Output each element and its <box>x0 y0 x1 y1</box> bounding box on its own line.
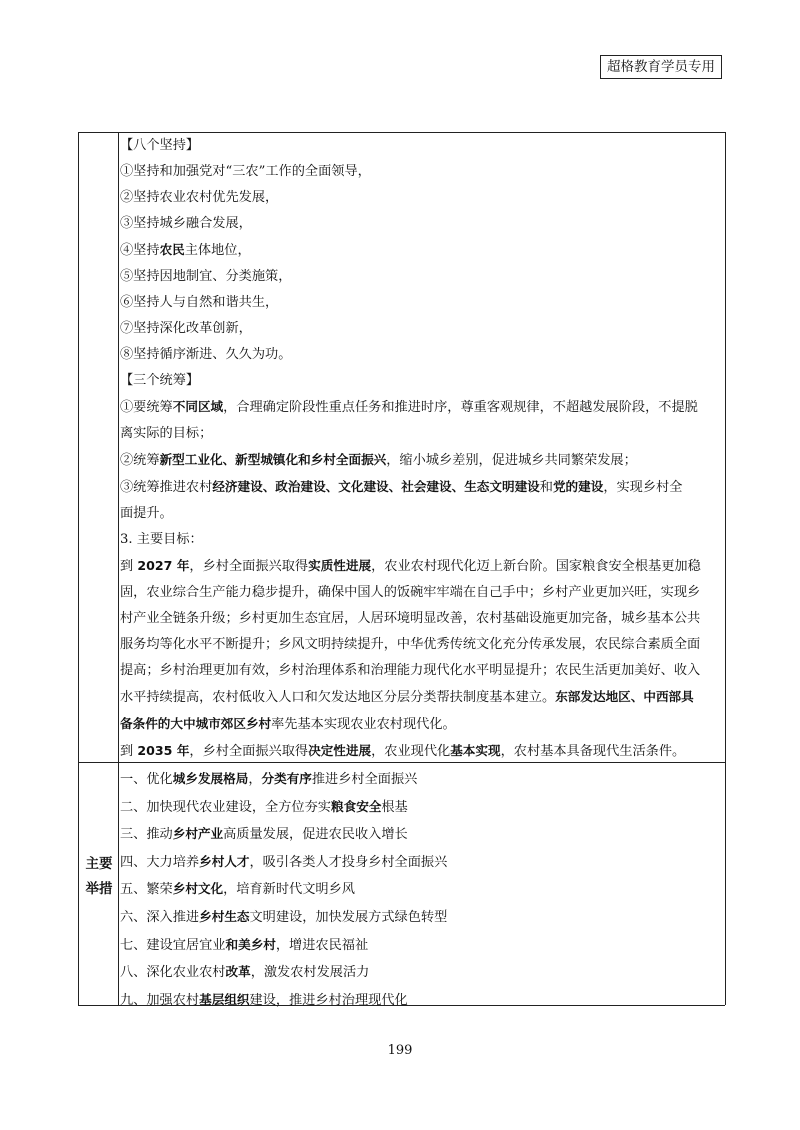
eight-persist-heading: 【八个坚持】 <box>120 138 200 153</box>
measure-item: 二、加快现代农业建设，全方位夯实粮食安全根基 <box>120 798 408 815</box>
measure-item: 七、建设宜居宜业和美乡村，增进农民福祉 <box>120 936 369 953</box>
measure-item: 九、加强农村基层组织建设，推进乡村治理现代化 <box>120 991 408 1008</box>
persist-item: ②坚持农业农村优先发展， <box>120 190 279 205</box>
coordination-item-cont: 离实际的目标； <box>120 426 213 441</box>
principles-goals-cell <box>120 133 722 765</box>
measure-item: 四、大力培养乡村人才，吸引各类人才投身乡村全面振兴 <box>120 853 448 870</box>
page-number: 199 <box>387 1043 413 1058</box>
measure-item: 八、深化农业农村改革，激发农村发展活力 <box>120 964 370 981</box>
persist-item: ①坚持和加强党对“三农”工作的全面领导， <box>120 164 371 179</box>
persist-item: ⑤坚持因地制宜、分类施策， <box>120 269 292 284</box>
persist-item: ⑧坚持循序渐进、久久为功。 <box>120 347 292 362</box>
coordination-item-cont: 面提升。 <box>120 506 173 521</box>
goal-2035-line: 到 2035 年，乡村全面振兴取得决定性进展，农业现代化基本实现，农村基本具备现代生活条件。 <box>120 743 686 759</box>
label-line: 举措 <box>85 881 113 897</box>
main-measures-label <box>78 852 120 902</box>
persist-item: ④坚持农民主体地位， <box>120 242 251 258</box>
main-goals-heading: 3. 主要目标： <box>120 532 203 547</box>
coordination-item: ②统筹新型工业化、新型城镇化和乡村全面振兴，缩小城乡差别，促进城乡共同繁荣发展； <box>120 452 637 468</box>
measure-item: 五、繁荣乡村文化，培育新时代文明乡风 <box>120 881 355 898</box>
goal-2027-line: 水平持续提高，农村低收入人口和欠发达地区分层分类帮扶制度基本建立。东部发达地区、中西部具 <box>120 689 694 705</box>
table-right-border <box>725 132 726 1005</box>
label-line: 主要 <box>85 856 113 872</box>
measure-item: 一、优化城乡发展格局，分类有序推进乡村全面振兴 <box>120 771 418 787</box>
goal-2027-line: 备条件的大中城市郊区乡村率先基本实现农业农村现代化。 <box>120 716 456 732</box>
three-coordination-heading: 【三个统筹】 <box>120 373 200 388</box>
coordination-item: ③统筹推进农村经济建设、政治建设、文化建设、社会建设、生态文明建设和党的建设，实现乡村全 <box>120 479 683 495</box>
goal-2027-line: 提高；乡村治理更加有效，乡村治理体系和治理能力现代化水平明显提升；农民生活更加美好、收入 <box>120 663 701 678</box>
goal-2027-line: 固，农业综合生产能力稳步提升，确保中国人的饭碗牢牢端在自己手中；乡村产业更加兴旺，实现乡 <box>120 585 701 600</box>
measure-item: 三、推动乡村产业高质量发展，促进农民收入增长 <box>120 826 408 843</box>
goal-2027-line: 到 2027 年，乡村全面振兴取得实质性进展，农业农村现代化迈上新台阶。国家粮食安全根基更加稳 <box>120 558 701 574</box>
watermark-stamp: 超格教育学员专用 <box>600 55 722 79</box>
coordination-item: ①要统筹不同区域，合理确定阶段性重点任务和推进时序，尊重客观规律，不超越发展阶段，不提脱 <box>120 399 698 415</box>
goal-2027-line: 村产业全链条升级；乡村更加生态宜居，人居环境明显改善，农村基础设施更加完备，城乡基本公共 <box>120 611 701 626</box>
persist-item: ⑥坚持人与自然和谐共生， <box>120 295 279 310</box>
measure-item: 六、深入推进乡村生态文明建设，加快发展方式绿色转型 <box>120 908 448 925</box>
persist-item: ⑦坚持深化改革创新， <box>120 321 252 336</box>
goal-2027-line: 服务均等化水平不断提升；乡风文明持续提升，中华优秀传统文化充分传承发展，农民综合素质全面 <box>120 637 701 652</box>
main-measures-cell <box>120 766 720 1014</box>
persist-item: ③坚持城乡融合发展， <box>120 216 252 231</box>
